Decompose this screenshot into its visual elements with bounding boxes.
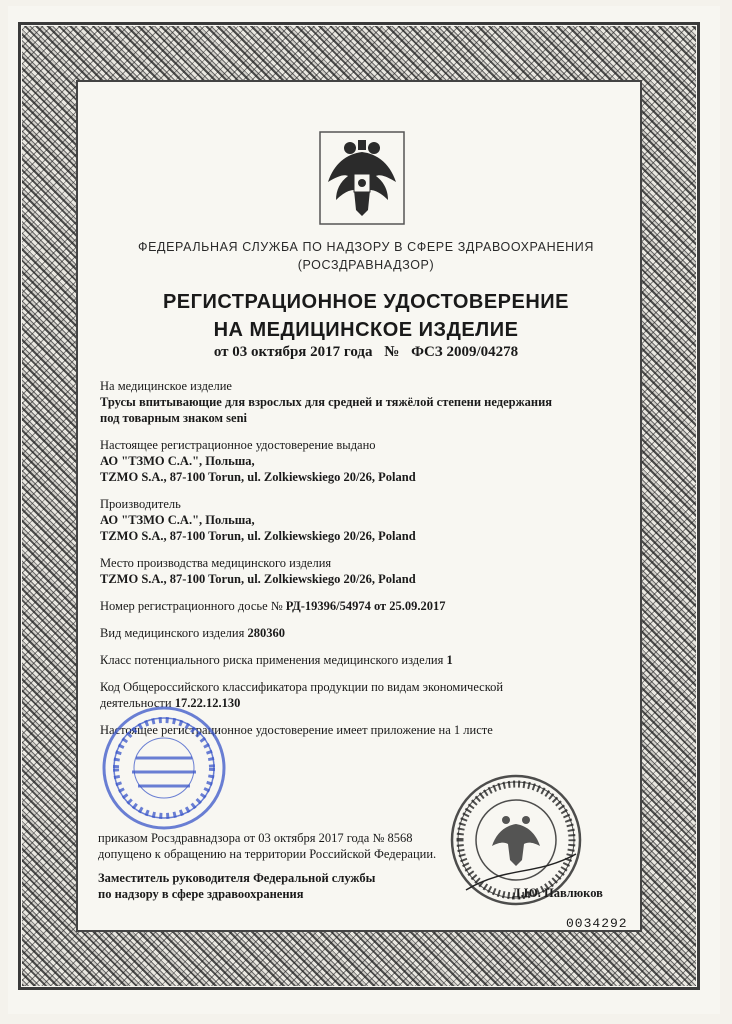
device-kind-label: Вид медицинского изделия: [100, 626, 245, 640]
issued-to-section: [100, 437, 630, 485]
issue-date: от 03 октября 2017 года: [213, 344, 373, 360]
agency-name: ФЕДЕРАЛЬНАЯ СЛУЖБА ПО НАДЗОРУ В СФЕРЕ ЗДРАВООХРАНЕНИЯ: [138, 240, 594, 254]
agency-abbr: (РОСЗДРАВНАДЗОР): [297, 258, 435, 272]
serial-number: 0034292: [566, 916, 628, 931]
device-kind-section: [100, 625, 630, 641]
order-statement: [98, 830, 538, 862]
coat-of-arms-icon: [316, 130, 408, 226]
signer-line-1: Заместитель руководителя Федеральной службы: [98, 871, 376, 885]
device-label: На медицинское изделие: [100, 379, 232, 393]
production-place-line-1: TZMO S.A., 87-100 Torun, ul. Zolkiewskiego 20/26, Poland: [100, 572, 416, 586]
manufacturer-line-2: TZMO S.A., 87-100 Torun, ul. Zolkiewskiego 20/26, Poland: [100, 529, 416, 543]
title-line-2: НА МЕДИЦИНСКОЕ ИЗДЕЛИЕ: [213, 319, 519, 341]
certificate-body: [100, 378, 630, 749]
dossier-label: Номер регистрационного досье №: [100, 599, 283, 613]
order-line-2: допущено к обращению на территории Российской Федерации.: [98, 847, 437, 861]
production-place-label: Место производства медицинского изделия: [100, 556, 332, 570]
document-title: [100, 288, 632, 344]
signer-line-2: по надзору в сфере здравоохранения: [98, 887, 304, 901]
device-section: [100, 378, 630, 426]
order-line-1: приказом Росздравнадзора от 03 октября 2017 года № 8568: [98, 831, 413, 845]
dossier-value: РД-19396/54974 от 25.09.2017: [285, 599, 446, 613]
device-name-line-1: Трусы впитывающие для взрослых для средней и тяжёлой степени недержания: [100, 395, 553, 409]
signer-name: Д.Ю. Павлюков: [512, 886, 603, 900]
device-name-line-2: под товарным знаком seni: [100, 411, 248, 425]
title-line-1: РЕГИСТРАЦИОННОЕ УДОСТОВЕРЕНИЕ: [162, 291, 570, 313]
risk-class-label: Класс потенциального риска применения медицинского изделия: [100, 653, 444, 667]
issued-line-2: TZMO S.A., 87-100 Torun, ul. Zolkiewskiego 20/26, Poland: [100, 470, 416, 484]
device-kind-value: 280360: [247, 626, 285, 640]
dossier-section: [100, 598, 630, 614]
okp-label-line-1: Код Общероссийского классификатора продукции по видам экономической: [100, 680, 504, 694]
risk-class-section: [100, 652, 630, 668]
issued-label: Настоящее регистрационное удостоверение выдано: [100, 438, 376, 452]
risk-class-value: 1: [446, 653, 453, 667]
number-sign: №: [384, 344, 400, 360]
production-place-section: [100, 555, 630, 587]
manufacturer-line-1: АО "ТЗМО С.А.", Польша,: [100, 513, 255, 527]
manufacturer-section: [100, 496, 630, 544]
appendix-note: Настоящее регистрационное удостоверение имеет приложение на 1 листе: [100, 723, 493, 737]
blue-stamp-icon: [96, 700, 232, 836]
certificate-number: ФСЗ 2009/04278: [411, 344, 519, 360]
signer-title: [98, 870, 458, 902]
agency-header: [100, 238, 632, 274]
okp-label-line-2: деятельности: [100, 696, 172, 710]
okp-value: 17.22.12.130: [174, 696, 241, 710]
issued-line-1: АО "ТЗМО С.А.", Польша,: [100, 454, 255, 468]
manufacturer-label: Производитель: [100, 497, 181, 511]
issue-date-number: [100, 344, 632, 361]
